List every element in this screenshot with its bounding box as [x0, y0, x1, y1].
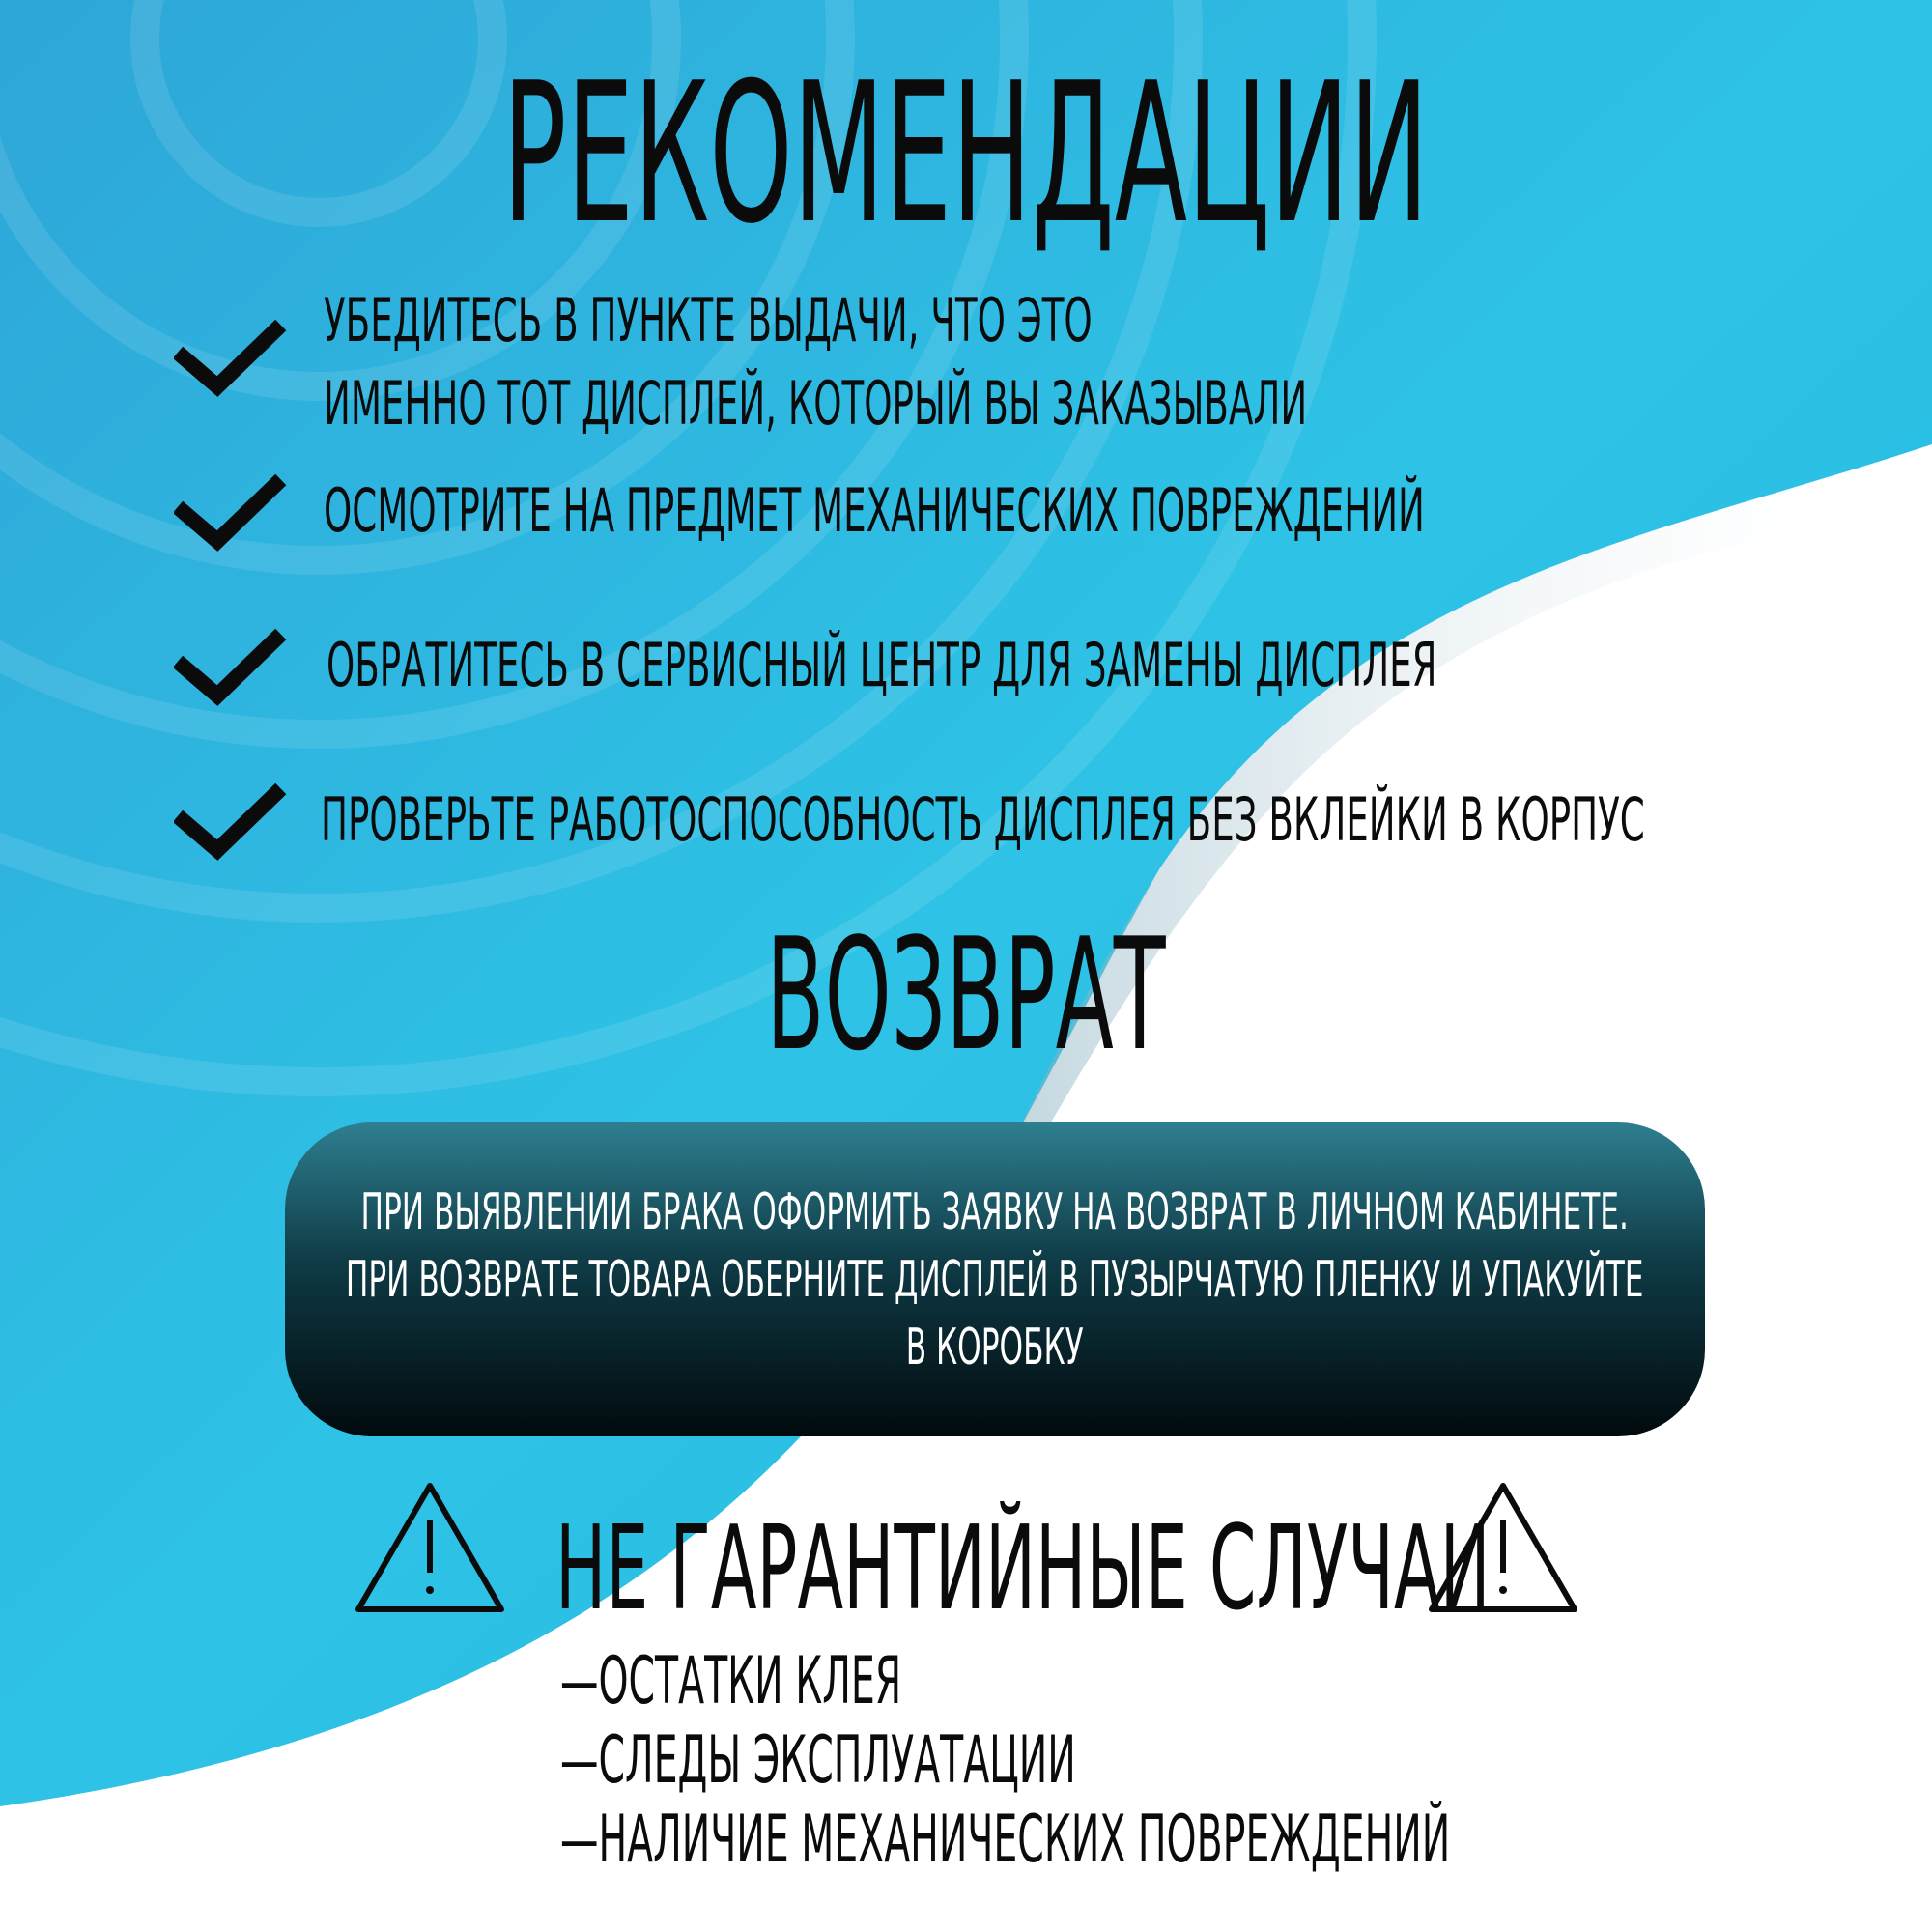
recommendation-item [174, 599, 1437, 734]
check-icon [174, 464, 290, 560]
check-icon [174, 618, 290, 715]
warning-icon [353, 1478, 507, 1618]
recommendations-title: РЕКОМЕНДАЦИИ [502, 42, 1430, 267]
recommendation-item [174, 444, 1425, 580]
non-warranty-list [560, 1642, 1932, 1880]
warning-icon [1426, 1478, 1580, 1618]
list-item: —ОСТАТКИ КЛЕЯ [560, 1643, 902, 1719]
return-info-box [285, 1122, 1705, 1436]
recommendation-item [174, 285, 1308, 439]
return-title: ВОЗВРАТ [766, 904, 1166, 1085]
recommendation-item [174, 753, 1645, 889]
check-icon [174, 773, 290, 869]
list-item: —НАЛИЧИЕ МЕХАНИЧЕСКИХ ПОВРЕЖДЕНИЙ [560, 1802, 1451, 1878]
recommendation-text: ОБРАТИТЕСЬ В СЕРВИСНЫЙ ЦЕНТР ДЛЯ ЗАМЕНЫ ДИСПЛЕЯ [327, 630, 1437, 700]
check-icon [174, 309, 290, 406]
list-item: —СЛЕДЫ ЭКСПЛУАТАЦИИ [560, 1722, 1076, 1799]
non-warranty-title: НЕ ГАРАНТИЙНЫЕ СЛУЧАИ [555, 1502, 1491, 1636]
recommendation-text: УБЕДИТЕСЬ В ПУНКТЕ ВЫДАЧИ, ЧТО ЭТО ИМЕННО ТОТ ДИСПЛЕЙ, КОТОРЫЙ ВЫ ЗАКАЗЫВАЛИ [324, 285, 1308, 439]
recommendation-text: ОСМОТРИТЕ НА ПРЕДМЕТ МЕХАНИЧЕСКИХ ПОВРЕЖДЕНИЙ [324, 475, 1425, 546]
return-info-text: ПРИ ВЫЯВЛЕНИИ БРАКА ОФОРМИТЬ ЗАЯВКУ НА ВОЗВРАТ В ЛИЧНОМ КАБИНЕТЕ. ПРИ ВОЗВРАТЕ ТОВАРА ОБЕРНИТЕ ДИСПЛЕЙ В ПУЗЫРЧАТУЮ ПЛЕНКУ И УПАКУЙТЕ В КОРОБКУ [346, 1182, 1644, 1377]
recommendation-text: ПРОВЕРЬТЕ РАБОТОСПОСОБНОСТЬ ДИСПЛЕЯ БЕЗ ВКЛЕЙКИ В КОРПУС [321, 784, 1645, 855]
